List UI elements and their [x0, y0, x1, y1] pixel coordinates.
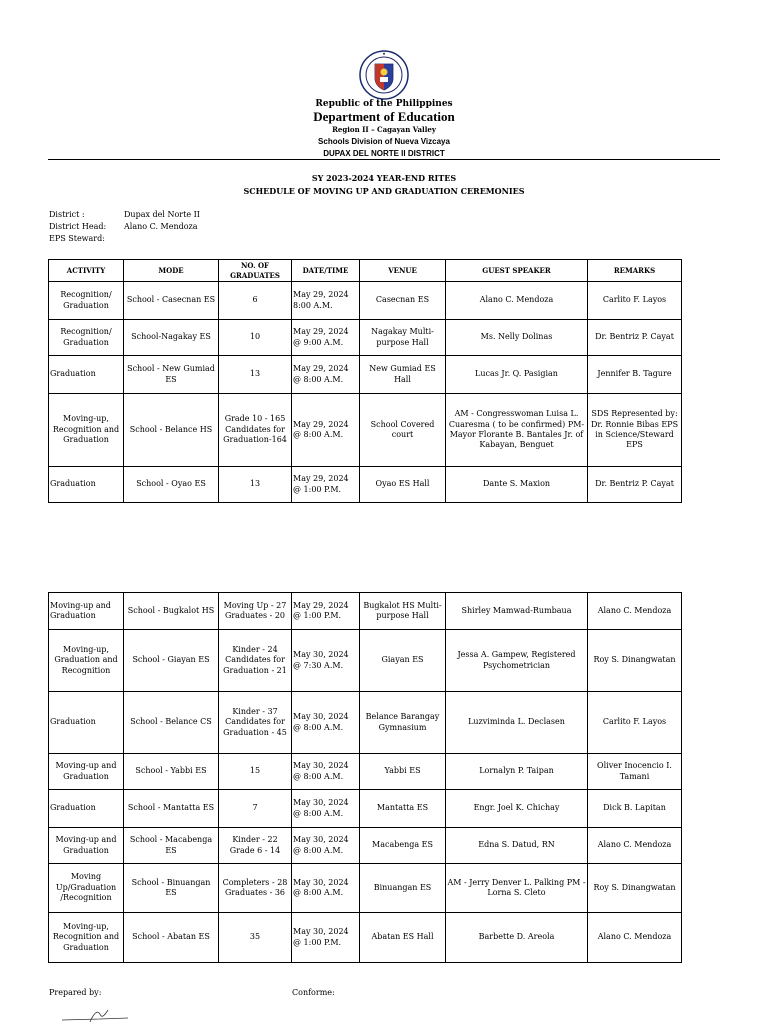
cell-graduates: Kinder - 24 Candidates for Graduation - 21 [219, 630, 292, 692]
cell-venue: Casecnan ES [360, 282, 446, 320]
col-header-activity: ACTIVITY [49, 260, 124, 282]
document-title: SY 2023-2024 YEAR-END RITES [311, 173, 457, 183]
eps-steward-key: EPS Steward: [49, 234, 105, 243]
division-label: Schools Division of Nueva Vizcaya [318, 137, 450, 146]
cell-speaker: Edna S. Datud, RN [446, 828, 588, 864]
cell-venue: Belance Barangay Gymnasium [360, 692, 446, 754]
republic-label: Republic of the Philippines [315, 99, 453, 109]
col-header-venue: VENUE [360, 260, 446, 282]
col-header-speaker: GUEST SPEAKER [446, 260, 588, 282]
col-header-remarks: REMARKS [588, 260, 682, 282]
col-header-graduates: NO. OF GRADUATES [219, 260, 292, 282]
cell-mode: School - Casecnan ES [124, 282, 219, 320]
cell-graduates: 6 [219, 282, 292, 320]
cell-venue: School Covered court [360, 394, 446, 467]
cell-remarks: Alano C. Mendoza [588, 593, 682, 630]
cell-speaker: Alano C. Mendoza [446, 282, 588, 320]
cell-mode: School - Abatan ES [124, 913, 219, 963]
cell-speaker: Lucas Jr. Q. Pasigian [446, 356, 588, 394]
cell-venue: Abatan ES Hall [360, 913, 446, 963]
cell-graduates: Kinder - 37 Candidates for Graduation - 45 [219, 692, 292, 754]
table-row [49, 356, 682, 394]
table-header-row [49, 260, 682, 282]
col-header-datetime: DATE/TIME [292, 260, 360, 282]
cell-activity: Moving-up and Graduation [49, 593, 124, 630]
deped-seal-logo [359, 50, 409, 100]
cell-remarks: Oliver Inocencio I. Tamani [588, 754, 682, 790]
cell-activity: Recognition/ Graduation [49, 282, 124, 320]
cell-mode: School - Yabbi ES [124, 754, 219, 790]
cell-venue: Nagakay Multi-purpose Hall [360, 320, 446, 356]
cell-speaker: Luzviminda L. Declasen [446, 692, 588, 754]
col-header-mode: MODE [124, 260, 219, 282]
cell-activity: Graduation [49, 692, 124, 754]
cell-activity: Moving Up/Graduation /Recognition [49, 864, 124, 913]
district-head-value: Alano C. Mendoza [124, 222, 198, 231]
cell-speaker: Engr. Joel K. Chichay [446, 790, 588, 828]
cell-datetime: May 30, 2024 @ 8:00 A.M. [292, 790, 360, 828]
cell-remarks: Carlito F. Layos [588, 692, 682, 754]
cell-remarks: SDS Represented by: Dr. Ronnie Bibas EPS in Science/Steward EPS [588, 394, 682, 467]
department-title: Department of Education [313, 109, 455, 124]
cell-remarks: Jennifer B. Tagure [588, 356, 682, 394]
cell-graduates: 35 [219, 913, 292, 963]
cell-mode: School - Belance CS [124, 692, 219, 754]
cell-activity: Moving-up and Graduation [49, 754, 124, 790]
header-divider [48, 159, 720, 160]
table-row [49, 754, 682, 790]
table-row [49, 394, 682, 467]
table-row [49, 790, 682, 828]
conforme-label: Conforme: [292, 988, 335, 997]
cell-graduates: 15 [219, 754, 292, 790]
cell-graduates: Grade 10 - 165 Candidates for Graduation-164 [219, 394, 292, 467]
cell-speaker: AM - Congresswoman Luisa L. Cuaresma ( to be confirmed) PM- Mayor Florante B. Bantales Jr. of Kabayan, Benguet [446, 394, 588, 467]
cell-mode: School - Oyao ES [124, 467, 219, 503]
cell-venue: Binuangan ES [360, 864, 446, 913]
cell-speaker: AM - Jerry Denver L. Palking PM - Lorna S. Cleto [446, 864, 588, 913]
cell-mode: School - Bugkalot HS [124, 593, 219, 630]
cell-speaker: Dante S. Maxion [446, 467, 588, 503]
cell-venue: Mantatta ES [360, 790, 446, 828]
cell-activity: Graduation [49, 790, 124, 828]
cell-mode: School-Nagakay ES [124, 320, 219, 356]
cell-datetime: May 29, 2024 @ 9:00 A.M. [292, 320, 360, 356]
district-head-key: District Head: [49, 222, 107, 231]
cell-graduates: 13 [219, 467, 292, 503]
cell-datetime: May 30, 2024 @ 1:00 P.M. [292, 913, 360, 963]
cell-mode: School - Binuangan ES [124, 864, 219, 913]
region-label: Region II – Cagayan Valley [332, 125, 436, 134]
cell-datetime: May 30, 2024 @ 8:00 A.M. [292, 754, 360, 790]
table-row [49, 692, 682, 754]
cell-venue: Giayan ES [360, 630, 446, 692]
table-row [49, 864, 682, 913]
cell-graduates: Completers - 28 Graduates - 36 [219, 864, 292, 913]
cell-venue: Bugkalot HS Multi-purpose Hall [360, 593, 446, 630]
cell-venue: Oyao ES Hall [360, 467, 446, 503]
cell-datetime: May 29, 2024 @ 1:00 P.M. [292, 593, 360, 630]
cell-graduates: Moving Up - 27 Graduates - 20 [219, 593, 292, 630]
cell-datetime: May 30, 2024 @ 8:00 A.M. [292, 864, 360, 913]
cell-venue: New Gumiad ES Hall [360, 356, 446, 394]
cell-activity: Recognition/ Graduation [49, 320, 124, 356]
cell-graduates: 13 [219, 356, 292, 394]
table-row [49, 630, 682, 692]
prepared-by-label: Prepared by: [49, 988, 102, 997]
document-subtitle: SCHEDULE OF MOVING UP AND GRADUATION CEREMONIES [243, 186, 525, 196]
cell-datetime: May 29, 2024 @ 8:00 A.M. [292, 356, 360, 394]
table-row [49, 828, 682, 864]
cell-mode: School - Belance HS [124, 394, 219, 467]
cell-datetime: May 29, 2024 @ 1:00 P.M. [292, 467, 360, 503]
schedule-table-1 [48, 259, 682, 503]
cell-venue: Macabenga ES [360, 828, 446, 864]
cell-speaker: Lornalyn P. Taipan [446, 754, 588, 790]
cell-datetime: May 30, 2024 @ 7:30 A.M. [292, 630, 360, 692]
district-key: District : [49, 210, 85, 219]
cell-speaker: Jessa A. Gampew, Registered Psychometrician [446, 630, 588, 692]
cell-remarks: Alano C. Mendoza [588, 913, 682, 963]
cell-activity: Graduation [49, 356, 124, 394]
cell-mode: School - Giayan ES [124, 630, 219, 692]
cell-remarks: Alano C. Mendoza [588, 828, 682, 864]
cell-activity: Graduation [49, 467, 124, 503]
cell-graduates: Kinder - 22 Grade 6 - 14 [219, 828, 292, 864]
cell-venue: Yabbi ES [360, 754, 446, 790]
cell-remarks: Carlito F. Layos [588, 282, 682, 320]
cell-datetime: May 29, 2024 8:00 A.M. [292, 282, 360, 320]
cell-datetime: May 30, 2024 @ 8:00 A.M. [292, 692, 360, 754]
table-row [49, 320, 682, 356]
cell-mode: School - New Gumiad ES [124, 356, 219, 394]
cell-activity: Moving-up and Graduation [49, 828, 124, 864]
cell-activity: Moving-up, Recognition and Graduation [49, 913, 124, 963]
cell-activity: Moving-up, Graduation and Recognition [49, 630, 124, 692]
cell-remarks: Roy S. Dinangwatan [588, 864, 682, 913]
table-row [49, 282, 682, 320]
cell-speaker: Ms. Nelly Dolinas [446, 320, 588, 356]
district-value: Dupax del Norte II [124, 210, 200, 219]
cell-speaker: Shirley Mamwad-Rumbaua [446, 593, 588, 630]
cell-mode: School - Mantatta ES [124, 790, 219, 828]
table-row [49, 467, 682, 503]
cell-datetime: May 29, 2024 @ 8:00 A.M. [292, 394, 360, 467]
cell-remarks: Roy S. Dinangwatan [588, 630, 682, 692]
cell-graduates: 7 [219, 790, 292, 828]
cell-speaker: Barbette D. Areola [446, 913, 588, 963]
cell-remarks: Dr. Bentriz P. Cayat [588, 467, 682, 503]
table-row [49, 913, 682, 963]
cell-activity: Moving-up, Recognition and Graduation [49, 394, 124, 467]
cell-mode: School - Macabenga ES [124, 828, 219, 864]
cell-datetime: May 30, 2024 @ 8:00 A.M. [292, 828, 360, 864]
table-row [49, 593, 682, 630]
cell-graduates: 10 [219, 320, 292, 356]
cell-remarks: Dr. Bentriz P. Cayat [588, 320, 682, 356]
cell-remarks: Dick B. Lapitan [588, 790, 682, 828]
schedule-table-2 [48, 592, 682, 963]
signature-mark [60, 1006, 130, 1024]
district-label: DUPAX DEL NORTE II DISTRICT [323, 149, 445, 158]
